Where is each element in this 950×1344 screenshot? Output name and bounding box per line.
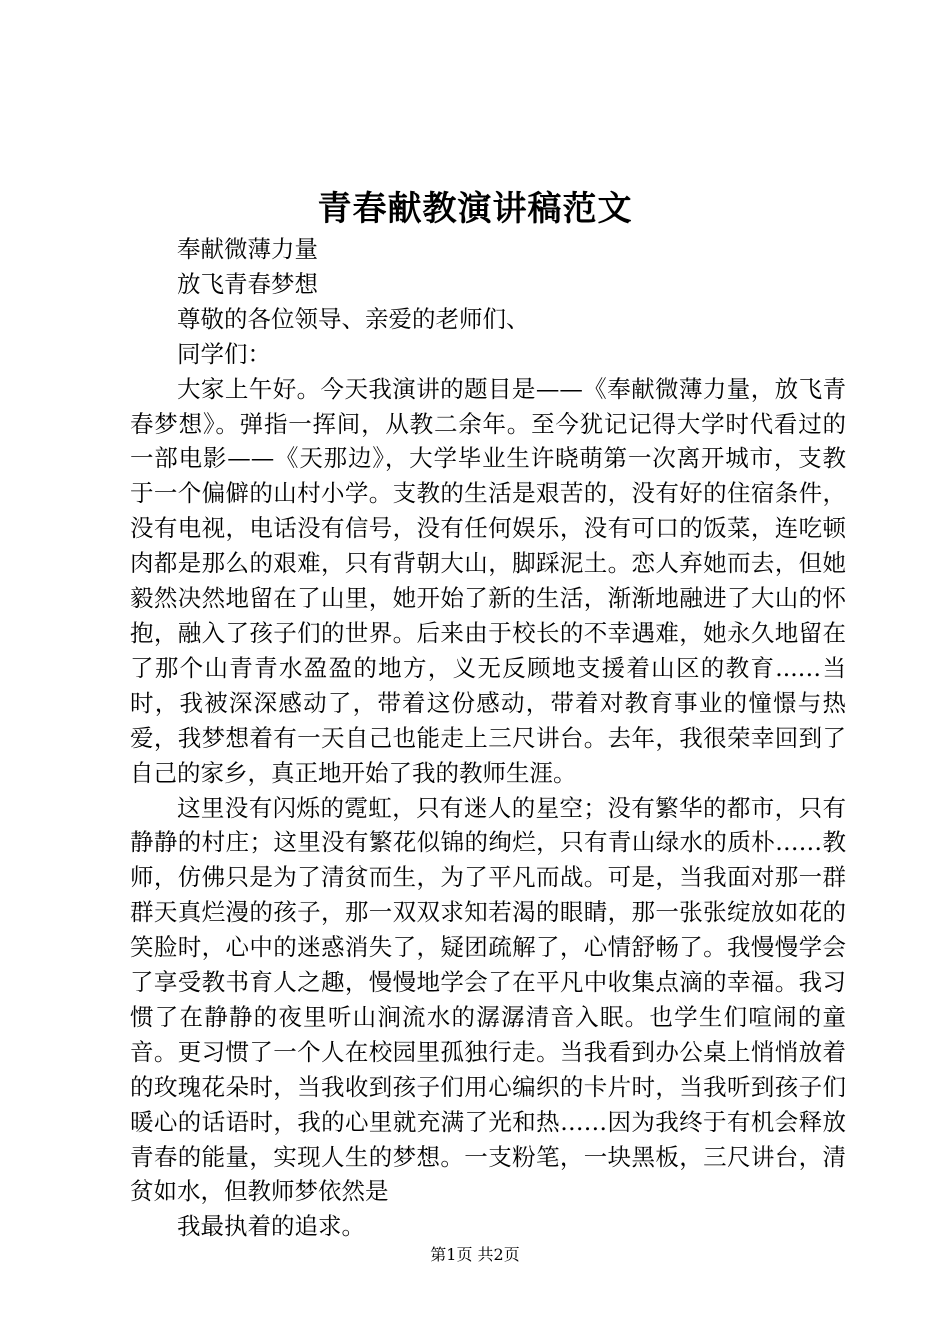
paragraph-body-3: 我最执着的追求。 — [177, 1212, 365, 1241]
paragraph-heading-1: 奉献微薄力量 — [177, 235, 318, 263]
paragraph-heading-2: 放飞青春梦想 — [177, 269, 318, 298]
document-body — [130, 232, 846, 1244]
paragraph-body-1: 大家上午好。今天我演讲的题目是——《奉献微薄力量，放飞青春梦想》。弹指一挥间，从教二余年。至今犹记记得大学时代看过的一部电影——《天那边》，大学毕业生许晓萌第一次离开城市，支教于一个偏僻的山村小学。支教的生活是艰苦的，没有好的住宿条件，没有电视，电话没有信号，没有任何娱乐，没有可口的饭菜，连吃顿肉都是那么的艰难，只有背朝大山，脚踩泥土。恋人弃她而去，但她毅然决然地留在了山里，她开始了新的生活，渐渐地融进了大山的怀抱，融入了孩子们的世界。后来由于校长的不幸遇难，她永久地留在了那个山青青水盈盈的地方，义无反顾地支援着山区的教育...…当时，我被深深感动了，带着这份感动，带着对教育事业的憧憬与热爱，我梦想着有一天自己也能走上三尺讲台。去年，我很荣幸回到了自己的家乡，真正地开始了我的教师生涯。 — [130, 374, 846, 787]
paragraph-body-2: 这里没有闪烁的霓虹，只有迷人的星空；没有繁华的都市，只有静静的村庄；这里没有繁花似锦的绚烂，只有青山绿水的质朴……教师，仿佛只是为了清贫而生，为了平凡而战。可是，当我面对那一群群天真烂漫的孩子，那一双双求知若渴的眼睛，那一张张绽放如花的笑脸时，心中的迷惑消失了，疑团疏解了，心情舒畅了。我慢慢学会了享受教书育人之趣，慢慢地学会了在平凡中收集点滴的幸福。我习惯了在静静的夜里听山涧流水的潺潺清音入眠。也学生们喧闹的童音。更习惯了一个人在校园里孤独行走。当我看到办公桌上悄悄放着的玫瑰花朵时，当我收到孩子们用心编织的卡片时，当我听到孩子们暖心的话语时，我的心里就充满了光和热……因为我终于有机会释放青春的能量，实现人生的梦想。一支粉笔，一块黑板，三尺讲台，清贫如水，但教师梦依然是 — [130, 793, 846, 1206]
page-footer: 第1页 共2页 — [430, 1245, 520, 1264]
paragraph-salutation-2: 同学们： — [177, 339, 271, 368]
document-title: 青春献教演讲稿范文 — [317, 189, 633, 229]
paragraph-salutation: 尊敬的各位领导、亲爱的老师们、 — [177, 304, 530, 333]
